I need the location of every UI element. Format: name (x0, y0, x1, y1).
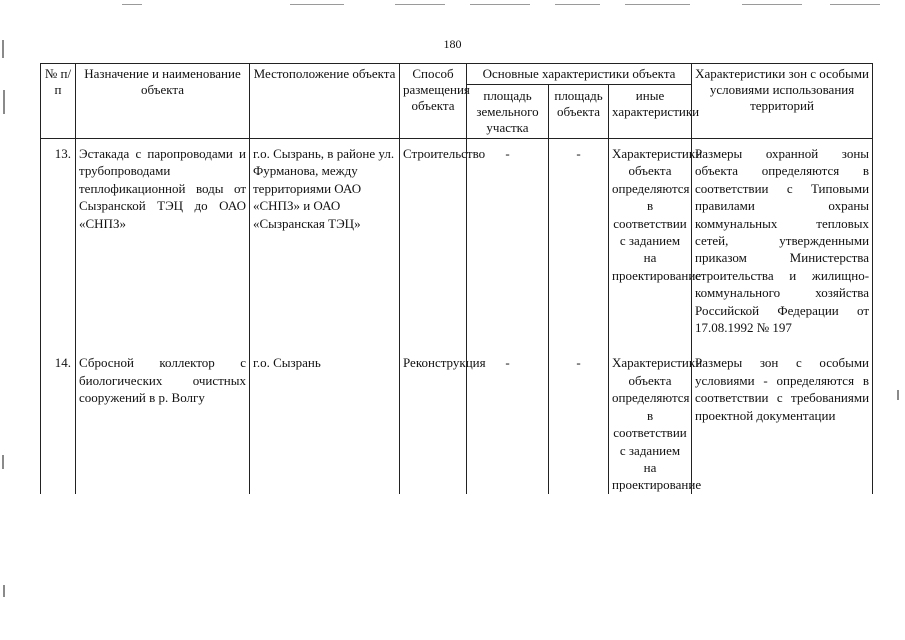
header-land-area: площадь земельного участка (467, 85, 549, 139)
row-number: 13. (41, 139, 76, 337)
header-object-area: площадь объекта (549, 85, 609, 139)
table-row (41, 139, 873, 337)
header-location: Местоположение объекта (250, 64, 400, 139)
other-characteristics-value: Характеристики объекта определяются в соответствии с заданием на проектирование (609, 336, 692, 493)
object-name: Сбросной коллектор с биологических очистных сооружений в р. Волгу (76, 336, 250, 493)
scan-artifact-top-line (742, 4, 802, 5)
placement-method: Реконструкция (400, 336, 467, 493)
object-location: г.о. Сызрань, в районе ул. Фурманова, между территориями ОАО «СНПЗ» и ОАО «Сызранская ТЭЦ» (250, 139, 400, 337)
scan-artifact-right-edge (897, 390, 899, 400)
object-name: Эстакада с паропроводами и трубопроводами теплофикационной воды от Сызранской ТЭЦ до ОАО «СНПЗ» (76, 139, 250, 337)
header-placement-method: Способ размещения объекта (400, 64, 467, 139)
land-area-value: - (467, 336, 549, 493)
scan-artifact-top-line (122, 4, 142, 5)
object-location: г.о. Сызрань (250, 336, 400, 493)
planning-objects-table (40, 63, 873, 494)
zone-characteristics-value: Размеры охранной зоны объекта определяются в соответствии с Типовыми правилами охраны коммунальных тепловых сетей, утвержденными приказом Министерства строительства и жилищно-коммунального хозяйства Российской Федерации от 17.08.1992 № 197 (692, 139, 873, 337)
page-number: 180 (443, 37, 462, 51)
scan-artifact-top-line (290, 4, 344, 5)
scan-artifact-left-edge (3, 585, 5, 597)
header-main-characteristics: Основные характеристики объекта (467, 64, 692, 85)
object-area-value: - (549, 139, 609, 337)
header-name: Назначение и наименование объекта (76, 64, 250, 139)
row-number: 14. (41, 336, 76, 493)
scan-artifact-top-line (470, 4, 530, 5)
placement-method: Строительство (400, 139, 467, 337)
scan-artifact-left-edge (3, 90, 5, 114)
scan-artifact-left-edge (2, 455, 4, 469)
other-characteristics-value: Характеристики объекта определяются в соответствии с заданием на проектирование (609, 139, 692, 337)
scan-artifact-top-line (830, 4, 880, 5)
header-number: № п/п (41, 64, 76, 139)
header-zone-characteristics: Характеристики зон с особыми условиями использования территорий (692, 64, 873, 139)
table-row (41, 336, 873, 493)
header-other-characteristics: иные характеристики (609, 85, 692, 139)
scan-artifact-top-line (555, 4, 600, 5)
scan-artifact-top-line (395, 4, 445, 5)
object-area-value: - (549, 336, 609, 493)
land-area-value: - (467, 139, 549, 337)
zone-characteristics-value: Размеры зон с особыми условиями - определяются в соответствии с требованиями проектной документации (692, 336, 873, 493)
scan-artifact-top-line (625, 4, 690, 5)
